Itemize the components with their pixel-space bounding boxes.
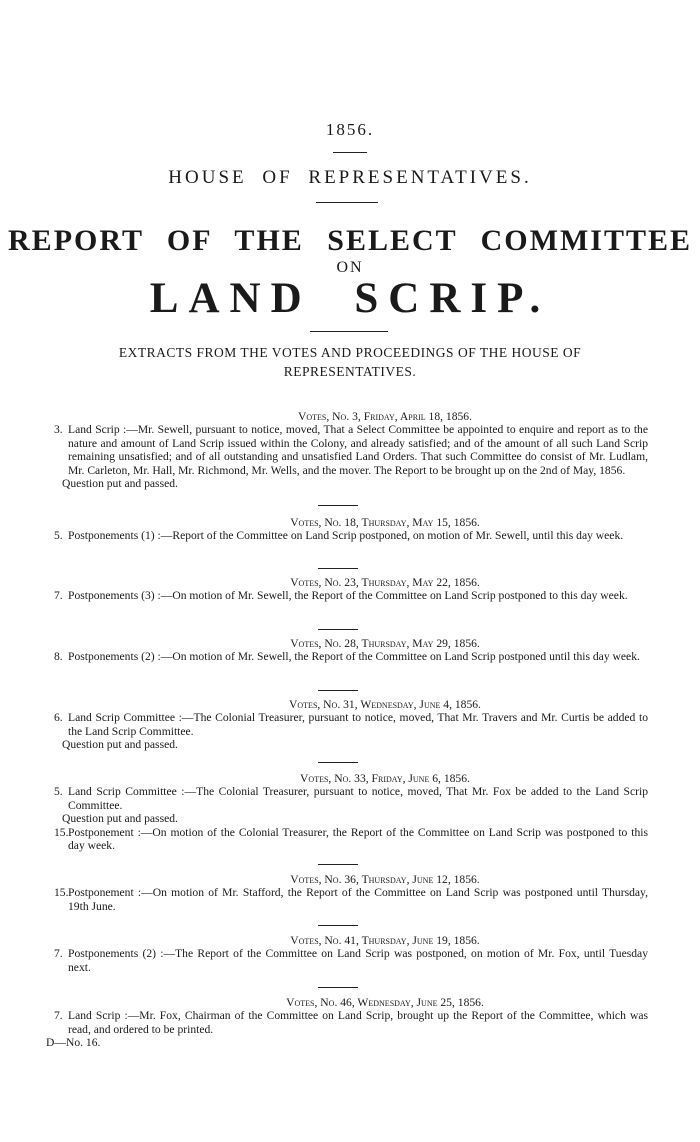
vote-heading: Votes, No. 28, Thursday, May 29, 1856. xyxy=(290,637,480,650)
item-text: Land Scrip Committee :—The Colonial Treasurer, pursuant to notice, moved, That Mr. Travers and Mr. Curtis be added to the Land Scrip Committee. xyxy=(68,711,648,738)
vote-entry xyxy=(0,576,700,603)
item-number: 8. xyxy=(54,650,63,664)
divider xyxy=(318,568,358,569)
divider xyxy=(318,629,358,630)
vote-text xyxy=(54,589,648,602)
vote-heading: Votes, No. 36, Thursday, June 12, 1856. xyxy=(290,873,480,886)
question-line: Question put and passed. xyxy=(62,738,178,752)
vote-text xyxy=(54,711,648,738)
item-number: 7. xyxy=(54,947,63,961)
extracts-line-2: REPRESENTATIVES. xyxy=(283,364,417,379)
vote-entry xyxy=(0,410,700,490)
item-number: 7. xyxy=(54,1009,63,1023)
item-text: Postponement :—On motion of Mr. Stafford, the Report of the Committee on Land Scrip was postponed until Thursday, 19th June. xyxy=(68,886,648,913)
extracts-line-1: EXTRACTS FROM THE VOTES AND PROCEEDINGS OF THE HOUSE OF xyxy=(118,345,582,360)
vote-heading: Votes, No. 31, Wednesday, June 4, 1856. xyxy=(289,698,481,711)
divider xyxy=(318,762,358,763)
divider xyxy=(318,925,358,926)
vote-text xyxy=(54,423,648,477)
vote-text xyxy=(54,650,648,663)
item-number: 3. xyxy=(54,423,63,437)
divider xyxy=(318,987,358,988)
vote-heading: Votes, No. 3, Friday, April 18, 1856. xyxy=(298,410,472,423)
item-text: Land Scrip :—Mr. Sewell, pursuant to notice, moved, That a Select Committee be appointed to enquire and report as to the nature and amount of Land Scrip issued within the Colony, and already satisfied; and of the amount of all such Land Scrip remaining unsatisfied; and of all outstanding and unsatisfied Land Orders. That such Committee do consist of Mr. Ludlam, Mr. Carleton, Mr. Hall, Mr. Richmond, Mr. Wells, and the mover. The Report to be brought up on the 2nd of May, 1856. xyxy=(68,423,648,477)
vote-entry xyxy=(0,772,700,852)
item-text: Postponements (1) :—Report of the Committee on Land Scrip postponed, on motion of Mr. Sewell, until this day week. xyxy=(68,529,624,543)
house-heading: HOUSE OF REPRESENTATIVES. xyxy=(168,167,532,188)
vote-text xyxy=(54,785,648,812)
year: 1856. xyxy=(325,120,375,139)
vote-text xyxy=(54,529,648,542)
report-subject: LAND SCRIP. xyxy=(149,275,551,322)
question-line: Question put and passed. xyxy=(62,812,178,826)
vote-text xyxy=(54,1009,648,1036)
report-title-on: ON xyxy=(336,259,364,276)
question-line: Question put and passed. xyxy=(62,477,178,491)
divider xyxy=(318,505,358,506)
report-title: REPORT OF THE SELECT COMMITTEE xyxy=(8,224,692,257)
vote-entry xyxy=(0,698,700,752)
item-number: 15. xyxy=(54,886,69,900)
vote-text xyxy=(54,947,648,974)
item-text: Postponements (2) :—The Report of the Committee on Land Scrip was postponed, on motion of Mr. Fox, until Tuesday next. xyxy=(68,947,648,974)
item-text: Postponements (2) :—On motion of Mr. Sewell, the Report of the Committee on Land Scrip postponed until this day week. xyxy=(68,650,640,664)
vote-heading: Votes, No. 33, Friday, June 6, 1856. xyxy=(300,772,470,785)
vote-heading: Votes, No. 46, Wednesday, June 25, 1856. xyxy=(286,996,484,1009)
divider xyxy=(333,152,367,153)
item-number: 5. xyxy=(54,529,63,543)
vote-entry xyxy=(0,873,700,913)
vote-text xyxy=(54,826,648,853)
vote-heading: Votes, No. 23, Thursday, May 22, 1856. xyxy=(290,576,480,589)
divider xyxy=(318,690,358,691)
item-number: 15. xyxy=(54,825,69,839)
item-number: 6. xyxy=(54,711,63,725)
item-text: Postponement :—On motion of the Colonial Treasurer, the Report of the Committee on Land Scrip was postponed to this day week. xyxy=(68,825,648,853)
vote-entry xyxy=(0,934,700,974)
extracts-heading xyxy=(0,343,700,381)
item-text: Land Scrip Committee :—The Colonial Treasurer, pursuant to notice, moved, That Mr. Fox be added to the Land Scrip Committee. xyxy=(68,785,648,812)
vote-heading: Votes, No. 41, Thursday, June 19, 1856. xyxy=(290,934,480,947)
item-text: Postponements (3) :—On motion of Mr. Sewell, the Report of the Committee on Land Scrip postponed to this day week. xyxy=(68,589,628,603)
item-text: Land Scrip :—Mr. Fox, Chairman of the Committee on Land Scrip, brought up the Report of the Committee, which was read, and ordered to be printed. xyxy=(68,1009,648,1036)
divider xyxy=(310,331,388,332)
vote-heading: Votes, No. 18, Thursday, May 15, 1856. xyxy=(290,516,480,529)
divider xyxy=(316,202,378,203)
item-number: 5. xyxy=(54,785,63,799)
item-number: 7. xyxy=(54,589,63,603)
document-number: D—No. 16. xyxy=(46,1036,101,1050)
vote-entry xyxy=(0,516,700,543)
vote-text xyxy=(54,886,648,913)
divider xyxy=(318,864,358,865)
vote-entry xyxy=(0,637,700,664)
vote-entry xyxy=(0,996,700,1050)
